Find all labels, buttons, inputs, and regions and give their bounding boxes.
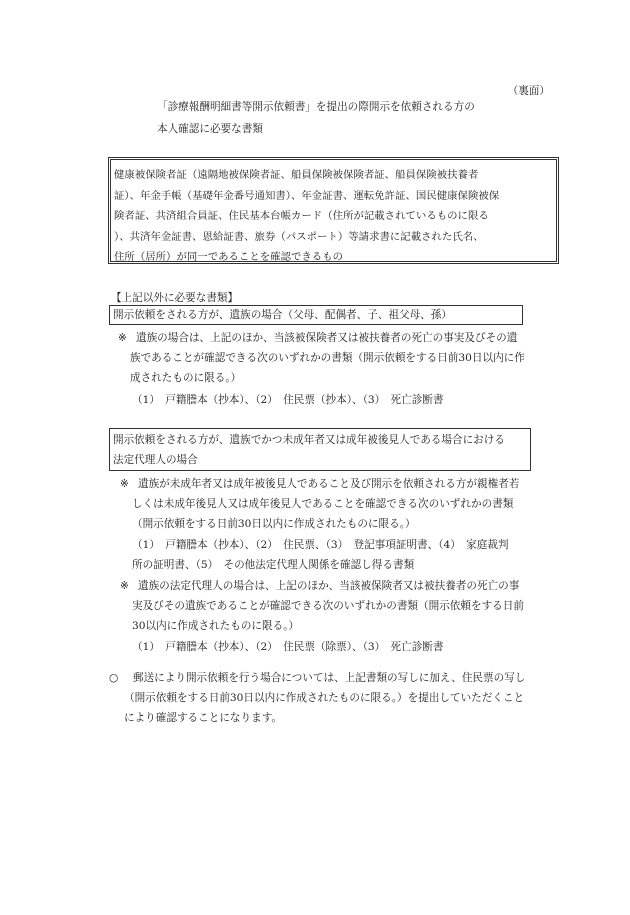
case2-note1-line: 所の証明書、（5） その他法定代理人関係を確認し得る書類 (132, 559, 415, 571)
box-line: 証）、年金手帳（基礎年金番号通知書）、年金証書、運転免許証、国民健康保険被保 (114, 189, 500, 202)
box-line: 健康被保険者証（遠隔地被保険者証、船員保険被保険者証、船員保険被扶養者 (114, 169, 479, 181)
note-line: 族であることが確認できる次のいずれかの書類（開示依頼をする日前30日以内に作 (130, 352, 525, 364)
case2-note2-line: 30以内に作成されたものに限る。） (132, 620, 300, 632)
mail-note-line: （開示依頼をする日前30日以内に作成されたものに限る。）を提出していただくこと (124, 692, 525, 704)
case2-box-line: 開示依頼をされる方が、遺族でかつ未成年者又は成年被後見人である場合における (113, 434, 505, 446)
mail-note-mark: ○ (109, 672, 119, 684)
case2-note1-line: 遺族が未成年者又は成年被後見人であること及び開示を依頼される方が親権者若 (138, 478, 520, 490)
document-title-line-2: 本人確認に必要な書類 (157, 123, 263, 135)
box-line: 住所（居所）が同一であることを確認できるもの (114, 251, 344, 263)
note-line: 遺族の場合は、上記のほか、当該被保険者又は被扶養者の死亡の事実及びその遺 (136, 332, 518, 344)
case2-note2-mark: ※ (120, 580, 129, 592)
case2-note1-line: （開示依頼をする日前30日以内に作成されたものに限る。） (132, 518, 416, 530)
case2-note1-mark: ※ (120, 478, 129, 490)
case1-box-text: 開示依頼をされる方が、遺族の場合（父母、配偶者、子、祖父母、孫） (113, 309, 452, 321)
note-line: （1） 戸籍謄本（抄本）、（2） 住民票（抄本）、（3） 死亡診断書 (132, 394, 444, 406)
page-side-label: （裏面） (507, 85, 550, 97)
note-mark: ※ (118, 332, 127, 344)
document-title-line-1: 「診療報酬明細書等開示依頼書」を提出の際開示を依頼される方の (157, 101, 475, 113)
case2-box-line: 法定代理人の場合 (113, 454, 198, 466)
mail-note-line: により確認することになります。 (124, 712, 283, 724)
required-documents-text (114, 165, 554, 268)
note-line: 成されたものに限る。） (130, 372, 242, 384)
case2-note2-line: （1） 戸籍謄本（抄本）、（2） 住民票（除票）、（3） 死亡診断書 (132, 641, 444, 653)
box-line: ）、共済年金証書、恩給証書、旅券（パスポート）等請求書に記載された氏名、 (114, 230, 484, 243)
case2-note1-line: （1） 戸籍謄本（抄本）、（2） 住民票、（3） 登記事項証明書、（4） 家庭裁判 (132, 539, 509, 551)
section-heading: 【上記以外に必要な書類】 (111, 292, 239, 304)
case2-note2-line: 遺族の法定代理人の場合は、上記のほか、当該被保険者又は被扶養者の死亡の事 (138, 580, 520, 592)
case2-note1-line: しくは未成年後見人又は成年後見人であることを確認できる次のいずれかの書類 (132, 498, 514, 510)
case2-note2-line: 実及びその遺族であることが確認できる次のいずれかの書類（開示依頼をする日前 (132, 600, 524, 612)
box-line: 険者証、共済組合員証、住民基本台帳カード（住所が記載されているものに限る (114, 210, 489, 222)
mail-note-line: 郵送により開示依頼を行う場合については、上記書類の写しに加え、住民票の写し (133, 672, 526, 684)
